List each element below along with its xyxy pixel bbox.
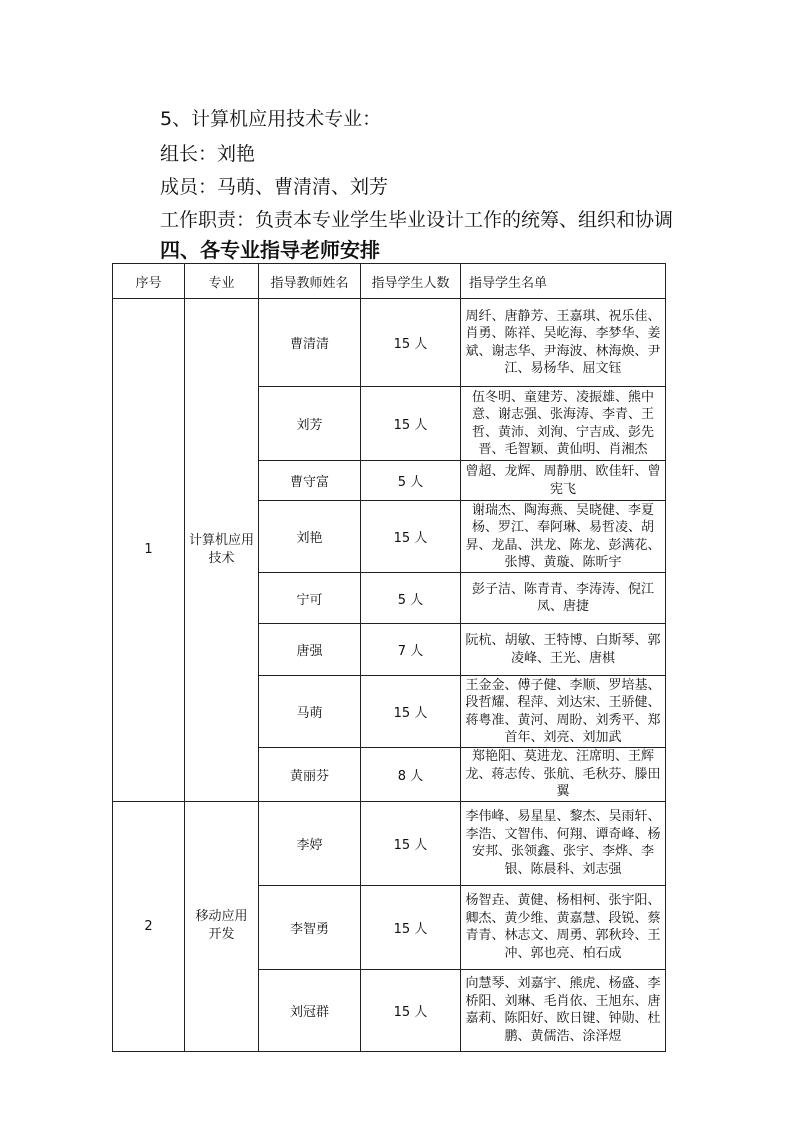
table-row xyxy=(113,801,666,885)
teacher-name: 刘冠群 xyxy=(259,969,361,1051)
major-cell xyxy=(185,299,259,802)
group-leader: 组长：刘艳 xyxy=(160,143,256,165)
student-list: 杨智垚、黄健、杨相柯、张宇阳、卿杰、黄少维、黄嘉慧、段锐、蔡青青、林志文、周勇、郭秋玲、王冲、郭也亮、柏石成 xyxy=(461,885,666,969)
teacher-name: 唐强 xyxy=(259,624,361,676)
teacher-name: 马萌 xyxy=(259,676,361,748)
student-list: 阮杭、胡敏、王特博、白斯琴、郭凌峰、王光、唐棋 xyxy=(461,624,666,676)
student-count: 8 人 xyxy=(361,748,461,802)
teacher-name: 宁可 xyxy=(259,573,361,624)
section-title: 四、各专业指导老师安排 xyxy=(160,238,380,262)
student-list: 郑艳阳、莫进龙、汪席明、王辉龙、蒋志传、张航、毛秋芬、滕田翼 xyxy=(461,748,666,802)
major-line: 移动应用 xyxy=(195,909,248,924)
student-count: 15 人 xyxy=(361,299,461,387)
teacher-name: 曹守富 xyxy=(259,461,361,501)
teacher-name: 刘芳 xyxy=(259,387,361,461)
student-count: 15 人 xyxy=(361,501,461,573)
group-members: 成员：马萌、曹清清、刘芳 xyxy=(160,176,389,198)
major-line: 开发 xyxy=(208,927,235,942)
row-number: 2 xyxy=(113,801,185,1051)
student-count: 15 人 xyxy=(361,969,461,1051)
table-header-row xyxy=(113,264,666,299)
header-teacher: 指导教师姓名 xyxy=(259,264,361,299)
header-students: 指导学生名单 xyxy=(461,264,666,299)
student-count: 15 人 xyxy=(361,885,461,969)
teacher-name: 李智勇 xyxy=(259,885,361,969)
teacher-name: 黄丽芬 xyxy=(259,748,361,802)
major-line: 技术 xyxy=(208,550,235,566)
row-number: 1 xyxy=(113,299,185,802)
table-row xyxy=(113,299,666,387)
student-count: 5 人 xyxy=(361,573,461,624)
major-heading: 5、计算机应用技术专业： xyxy=(160,108,382,130)
teacher-name: 李婷 xyxy=(259,801,361,885)
student-count: 15 人 xyxy=(361,801,461,885)
advisor-table xyxy=(112,263,666,1052)
student-list: 向慧琴、刘嘉宇、熊虎、杨盛、李桥阳、刘琳、毛肖依、王旭东、唐嘉莉、陈阳好、欧日键、钟勋、杜鹏、黄儒浩、涂泽煜 xyxy=(461,969,666,1051)
teacher-name: 刘艳 xyxy=(259,501,361,573)
header-count: 指导学生人数 xyxy=(361,264,461,299)
student-list: 谢瑞杰、陶海燕、吴晓健、李夏杨、罗江、奉阿琳、易哲凌、胡昇、龙晶、洪龙、陈龙、彭满花、张博、黄璇、陈昕宇 xyxy=(461,501,666,573)
student-count: 15 人 xyxy=(361,676,461,748)
major-line: 计算机应用 xyxy=(188,532,254,548)
student-list: 曾超、龙辉、周静朋、欧佳轩、曾宪飞 xyxy=(461,461,666,501)
student-list: 李伟峰、易星星、黎杰、吴雨轩、李浩、文智伟、何翔、谭奇峰、杨安邦、张领鑫、张宇、李烨、李银、陈晨科、刘志强 xyxy=(461,801,666,885)
duty-statement: 工作职责：负责本专业学生毕业设计工作的统筹、组织和协调 xyxy=(160,209,674,231)
student-count: 5 人 xyxy=(361,461,461,501)
header-major: 专业 xyxy=(185,264,259,299)
student-list: 王金金、傅子健、李顺、罗培基、段哲耀、程萍、刘达宋、王骄健、蒋粤准、黄河、周盼、刘秀平、郑首年、刘亮、刘加武 xyxy=(461,676,666,748)
header-no: 序号 xyxy=(113,264,185,299)
student-count: 7 人 xyxy=(361,624,461,676)
student-list: 彭子洁、陈青青、李涛涛、倪江凤、唐捷 xyxy=(461,573,666,624)
student-list: 周纤、唐静芳、王嘉琪、祝乐佳、肖勇、陈祥、吴屹海、李梦华、姜斌、谢志华、尹海波、林海焕、尹江、易杨华、屈文钰 xyxy=(461,299,666,387)
teacher-name: 曹清清 xyxy=(259,299,361,387)
student-list: 伍冬明、童建芳、凌振雄、熊中意、谢志强、张海涛、李青、王哲、黄沛、刘洵、宁吉成、彭先晋、毛智颖、黄仙明、肖湘杰 xyxy=(461,387,666,461)
student-count: 15 人 xyxy=(361,387,461,461)
major-cell xyxy=(185,801,259,1051)
